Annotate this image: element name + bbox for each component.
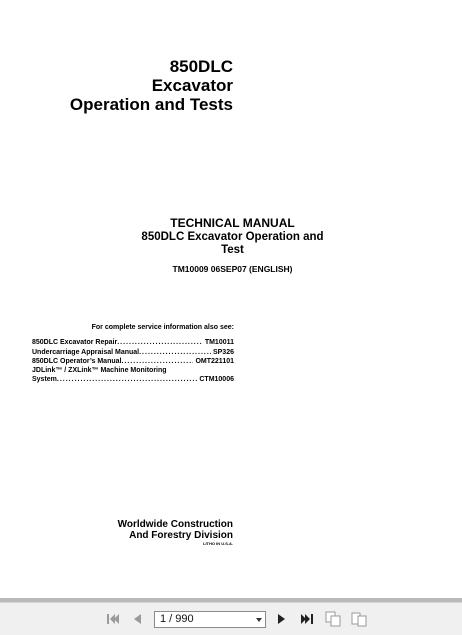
manual-subtitle-line: Test: [221, 244, 244, 256]
division-block: [118, 520, 233, 546]
reference-row: [32, 375, 234, 384]
copy-icon: [325, 611, 341, 627]
reference-title: Undercarriage Appraisal Manual: [32, 348, 140, 356]
page-number-select[interactable]: [154, 611, 266, 628]
reference-title: 850DLC Excavator Repair: [32, 339, 118, 347]
litho-note: LITHO IN U.S.A.: [203, 541, 233, 546]
manual-info: [110, 216, 355, 274]
reference-row: [32, 348, 234, 357]
reference-code: SP326: [212, 348, 234, 356]
previous-page-button[interactable]: [130, 611, 144, 627]
reference-code: TM10011: [204, 339, 234, 347]
chevron-down-icon: [256, 618, 262, 622]
reference-row: [32, 366, 234, 375]
reference-row: [32, 338, 234, 347]
page-navigation-toolbar: [0, 602, 462, 635]
next-page-icon: [277, 613, 286, 625]
division-line: And Forestry Division: [129, 529, 233, 541]
title-line: Operation and Tests: [69, 95, 233, 114]
next-page-button[interactable]: [274, 611, 288, 627]
dot-leader: [139, 348, 211, 357]
reference-code: CTM10006: [199, 376, 234, 384]
dot-leader: [57, 375, 197, 384]
title-line: Excavator: [151, 76, 233, 95]
reference-title: JDLink™ / ZXLink™ Machine Monitoring: [32, 367, 167, 375]
reference-code: OMT221101: [195, 357, 234, 365]
references-heading: For complete service information also see:: [91, 324, 234, 331]
reference-row: [32, 357, 234, 366]
dot-leader: [167, 366, 232, 375]
reference-title: 850DLC Operator’s Manual: [32, 357, 122, 365]
previous-page-icon: [133, 613, 142, 625]
manual-subtitle-line: 850DLC Excavator Operation and: [141, 231, 324, 243]
copy-page-button[interactable]: [324, 611, 342, 627]
dot-leader: [121, 357, 193, 366]
last-page-button[interactable]: [298, 611, 316, 627]
first-page-button[interactable]: [104, 611, 122, 627]
division-line: Worldwide Construction: [117, 519, 233, 530]
reference-code: [232, 366, 234, 375]
manual-subtitle: [110, 231, 355, 257]
last-page-icon: [300, 613, 314, 625]
first-page-icon: [106, 613, 120, 625]
page-view-button[interactable]: [350, 611, 368, 627]
document-title: [70, 57, 233, 114]
reference-title: System: [32, 376, 57, 384]
page-layout-icon: [351, 611, 367, 627]
page-number-display: 1 / 990: [160, 613, 194, 625]
reference-list: [32, 323, 234, 385]
dot-leader: [117, 338, 203, 347]
manual-heading: TECHNICAL MANUAL: [170, 216, 295, 230]
title-line: 850DLC: [169, 57, 233, 76]
manual-code: TM10009 06SEP07 (ENGLISH): [172, 264, 293, 274]
